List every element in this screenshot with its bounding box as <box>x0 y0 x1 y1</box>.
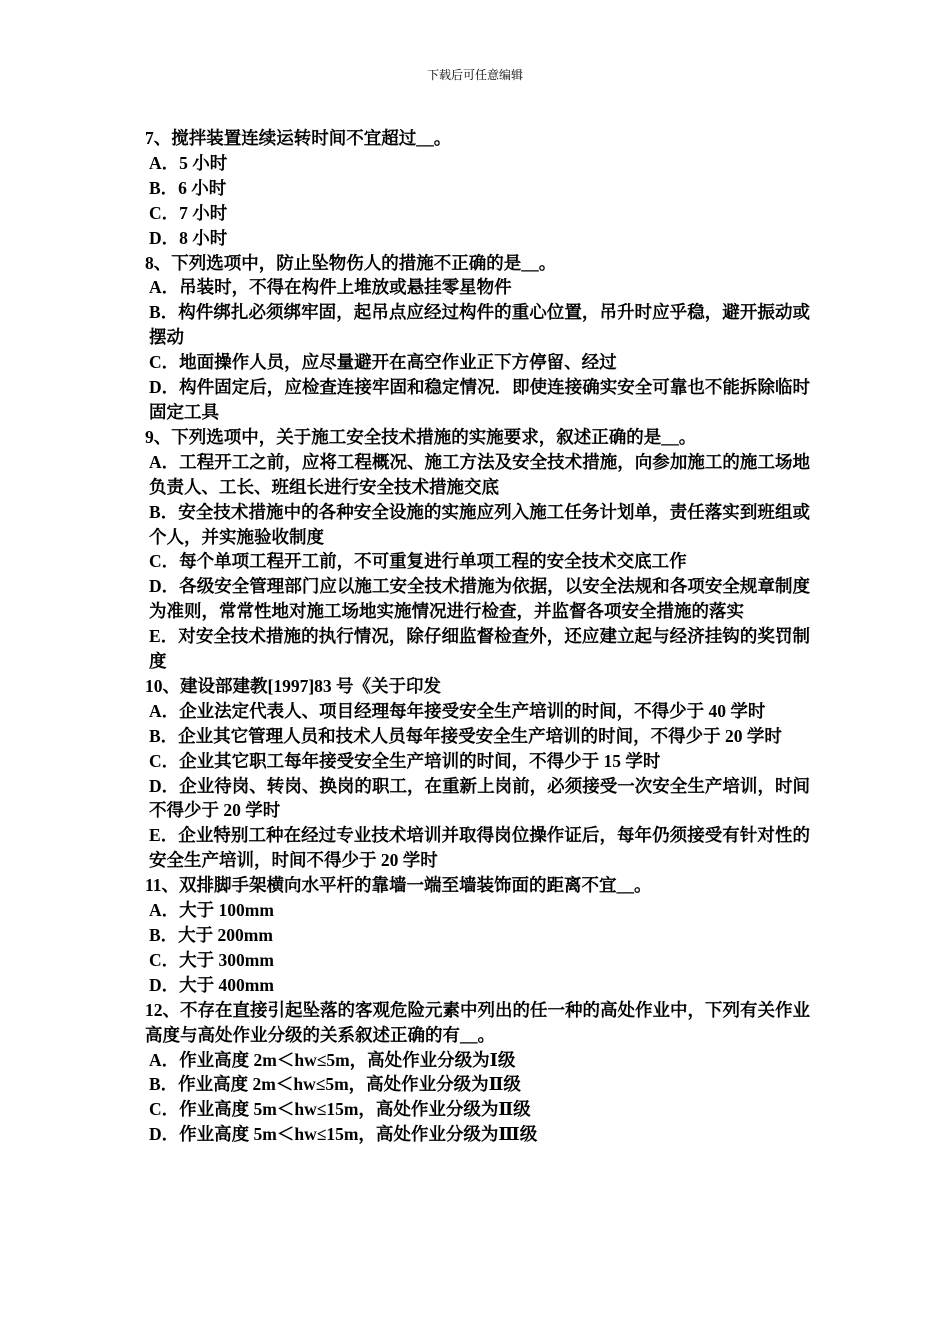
option-a: A．企业法定代表人、项目经理每年接受安全生产培训的时间，不得少于 40 学时 <box>149 700 766 721</box>
option-c: C．每个单项工程开工前，不可重复进行单项工程的安全技术交底工作 <box>149 551 687 572</box>
option-b: B．构件绑扎必须绑牢固，起吊点应经过构件的重心位置，吊升时应乎稳，避开振动或摆动 <box>149 302 810 348</box>
question-stem: 10、建设部建教[1997]83 号《关于印发 <box>145 675 442 696</box>
option-d: D．企业待岗、转岗、换岗的职工，在重新上岗前，必须接受一次安全生产培训，时间不得少于 20 学时 <box>149 775 810 821</box>
option-b: B．6 小时 <box>149 177 227 198</box>
question-10 <box>145 674 810 873</box>
option-e: E．企业特别工种在经过专业技术培训并取得岗位操作证后，每年仍须接受有针对性的安全生产培训，时间不得少于 20 学时 <box>149 825 810 871</box>
option-d: D．作业高度 5m＜hw≤15m，高处作业分级为Ⅲ级 <box>149 1124 538 1145</box>
option-d: D．构件固定后，应检查连接牢固和稳定情况．即使连接确实安全可靠也不能拆除临时固定工具 <box>149 377 810 422</box>
option-b: B．作业高度 2m＜hw≤5m，高处作业分级为Ⅱ级 <box>149 1074 521 1095</box>
document-body <box>145 126 810 1147</box>
option-b: B．大于 200mm <box>149 925 273 945</box>
option-e: E．对安全技术措施的执行情况，除仔细监督检查外，还应建立起与经济挂钩的奖罚制度 <box>149 626 810 672</box>
question-stem: 9、下列选项中，关于施工安全技术措施的实施要求，叙述正确的是__。 <box>145 426 697 447</box>
page-header-note: 下载后可任意编辑 <box>426 68 523 82</box>
question-stem: 12、不存在直接引起坠落的客观危险元素中列出的任一种的高处作业中，下列有关作业高度与高处作业分级的关系叙述正确的有__。 <box>145 999 810 1045</box>
question-stem: 11、双排脚手架横向水平杆的靠墙一端至墙装饰面的距离不宜__。 <box>145 875 652 896</box>
option-d: D．大于 400mm <box>149 974 274 995</box>
option-a: A．5 小时 <box>149 152 228 173</box>
option-a: A．作业高度 2m＜hw≤5m，高处作业分级为Ⅰ级 <box>149 1049 516 1070</box>
question-7 <box>145 126 810 251</box>
question-stem: 8、下列选项中，防止坠物伤人的措施不正确的是__。 <box>145 252 557 273</box>
option-b: B．安全技术措施中的各种安全设施的实施应列入施工任务计划单，责任落实到班组或个人，并实施验收制度 <box>149 501 810 547</box>
option-a: A．大于 100mm <box>149 900 274 921</box>
question-stem: 7、搅拌装置连续运转时间不宜超过__。 <box>145 128 452 148</box>
option-a: A．吊装时，不得在构件上堆放或悬挂零星物件 <box>149 277 512 298</box>
question-11 <box>145 873 810 998</box>
option-c: C．大于 300mm <box>149 949 274 970</box>
question-8 <box>145 251 810 425</box>
question-12 <box>145 998 810 1147</box>
option-d: D．各级安全管理部门应以施工安全技术措施为依据，以安全法规和各项安全规章制度为准则，常常性地对施工场地实施情况进行检查，并监督各项安全措施的落实 <box>149 576 810 622</box>
option-c: C．作业高度 5m＜hw≤15m，高处作业分级为Ⅱ级 <box>149 1099 531 1120</box>
option-c: C．地面操作人员，应尽量避开在高空作业正下方停留、经过 <box>149 352 617 373</box>
option-b: B．企业其它管理人员和技术人员每年接受安全生产培训的时间，不得少于 20 学时 <box>149 725 782 746</box>
option-d: D．8 小时 <box>149 227 228 248</box>
option-c: C．7 小时 <box>149 202 228 223</box>
option-c: C．企业其它职工每年接受安全生产培训的时间，不得少于 15 学时 <box>149 750 661 771</box>
question-9 <box>145 425 810 674</box>
option-a: A．工程开工之前，应将工程概况、施工方法及安全技术措施，向参加施工的施工场地负责人、工长、班组长进行安全技术措施交底 <box>149 451 810 497</box>
